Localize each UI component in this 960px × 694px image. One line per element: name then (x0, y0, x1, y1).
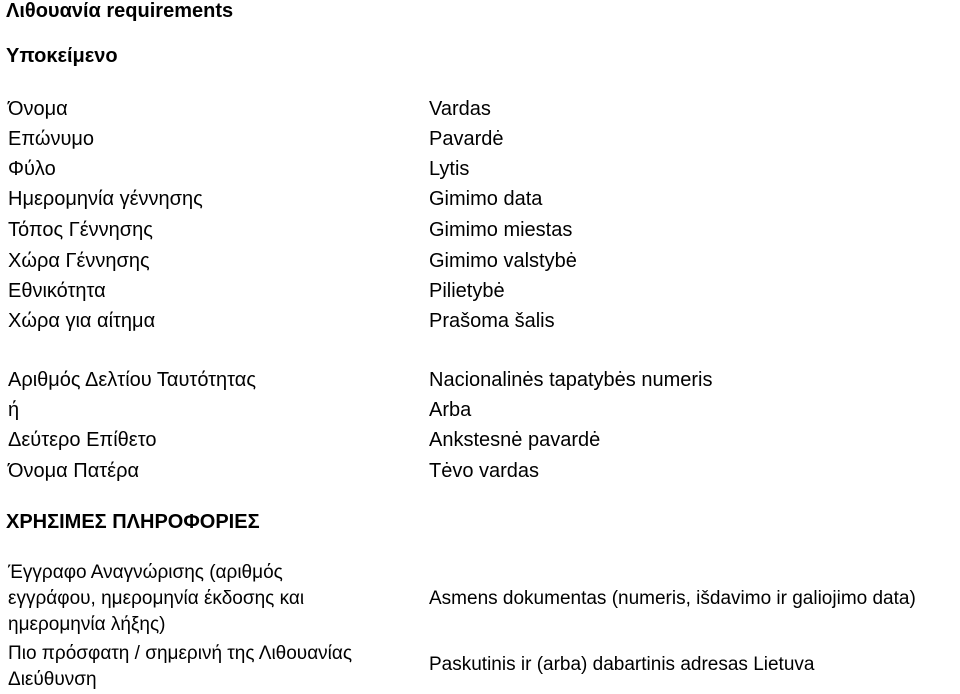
lithuanian-label: Gimimo data (429, 188, 543, 210)
field-row (0, 395, 960, 425)
section-subtitle: Υποκείμενο (6, 45, 118, 67)
lithuanian-label: Gimimo miestas (429, 219, 573, 241)
useful-info-heading: ΧΡΗΣΙΜΕΣ ΠΛΗΡΟΦΟΡΙΕΣ (6, 511, 260, 533)
lithuanian-label: Gimimo valstybė (429, 250, 577, 272)
field-row (0, 456, 960, 486)
greek-label: Επώνυμο (8, 128, 95, 150)
lithuanian-label: Pilietybė (429, 280, 505, 302)
greek-line: Διεύθυνση (8, 669, 97, 690)
field-row (0, 154, 960, 184)
useful-info-lithuanian: Paskutinis ir (arba) dabartinis adresas Lietuva (429, 654, 815, 675)
greek-label: Τόπος Γέννησης (8, 219, 153, 241)
useful-info-greek (8, 641, 408, 693)
lithuanian-label: Nacionalinės tapatybės numeris (429, 369, 713, 391)
greek-label: Δεύτερο Επίθετο (8, 429, 157, 451)
field-row (0, 94, 960, 124)
lithuanian-label: Tėvo vardas (429, 460, 540, 482)
field-row (0, 184, 960, 214)
greek-label: Φύλο (8, 158, 56, 180)
greek-label: ή (8, 399, 20, 421)
greek-label: Χώρα Γέννησης (8, 250, 150, 272)
lithuanian-label: Lytis (429, 158, 470, 180)
useful-info-greek (8, 560, 408, 638)
field-row (0, 215, 960, 245)
greek-line: Πιο πρόσφατη / σημερινή της Λιθουανίας (8, 643, 353, 664)
field-row (0, 306, 960, 336)
lithuanian-label: Ankstesnė pavardė (429, 429, 601, 451)
page-title: Λιθουανία requirements (6, 0, 234, 22)
useful-info-lithuanian: Asmens dokumentas (numeris, išdavimo ir galiojimo data) (429, 588, 916, 609)
field-row (0, 276, 960, 306)
lithuanian-label: Pavardė (429, 128, 504, 150)
greek-label: Χώρα για αίτημα (8, 310, 156, 332)
field-row (0, 124, 960, 154)
greek-label: Όνομα (8, 98, 68, 120)
greek-label: Εθνικότητα (8, 280, 106, 302)
greek-line: ημερομηνία λήξης) (8, 614, 166, 635)
lithuanian-label: Prašoma šalis (429, 310, 555, 332)
greek-label: Ημερομηνία γέννησης (8, 188, 203, 210)
lithuanian-label: Vardas (429, 98, 491, 120)
greek-label: Όνομα Πατέρα (8, 460, 140, 482)
field-row (0, 425, 960, 455)
greek-label: Αριθμός Δελτίου Ταυτότητας (8, 369, 256, 391)
greek-line: εγγράφου, ημερομηνία έκδοσης και (8, 588, 305, 609)
lithuanian-label: Arba (429, 399, 472, 421)
field-row (0, 246, 960, 276)
greek-line: Έγγραφο Αναγνώρισης (αριθμός (8, 562, 283, 583)
field-row (0, 365, 960, 395)
